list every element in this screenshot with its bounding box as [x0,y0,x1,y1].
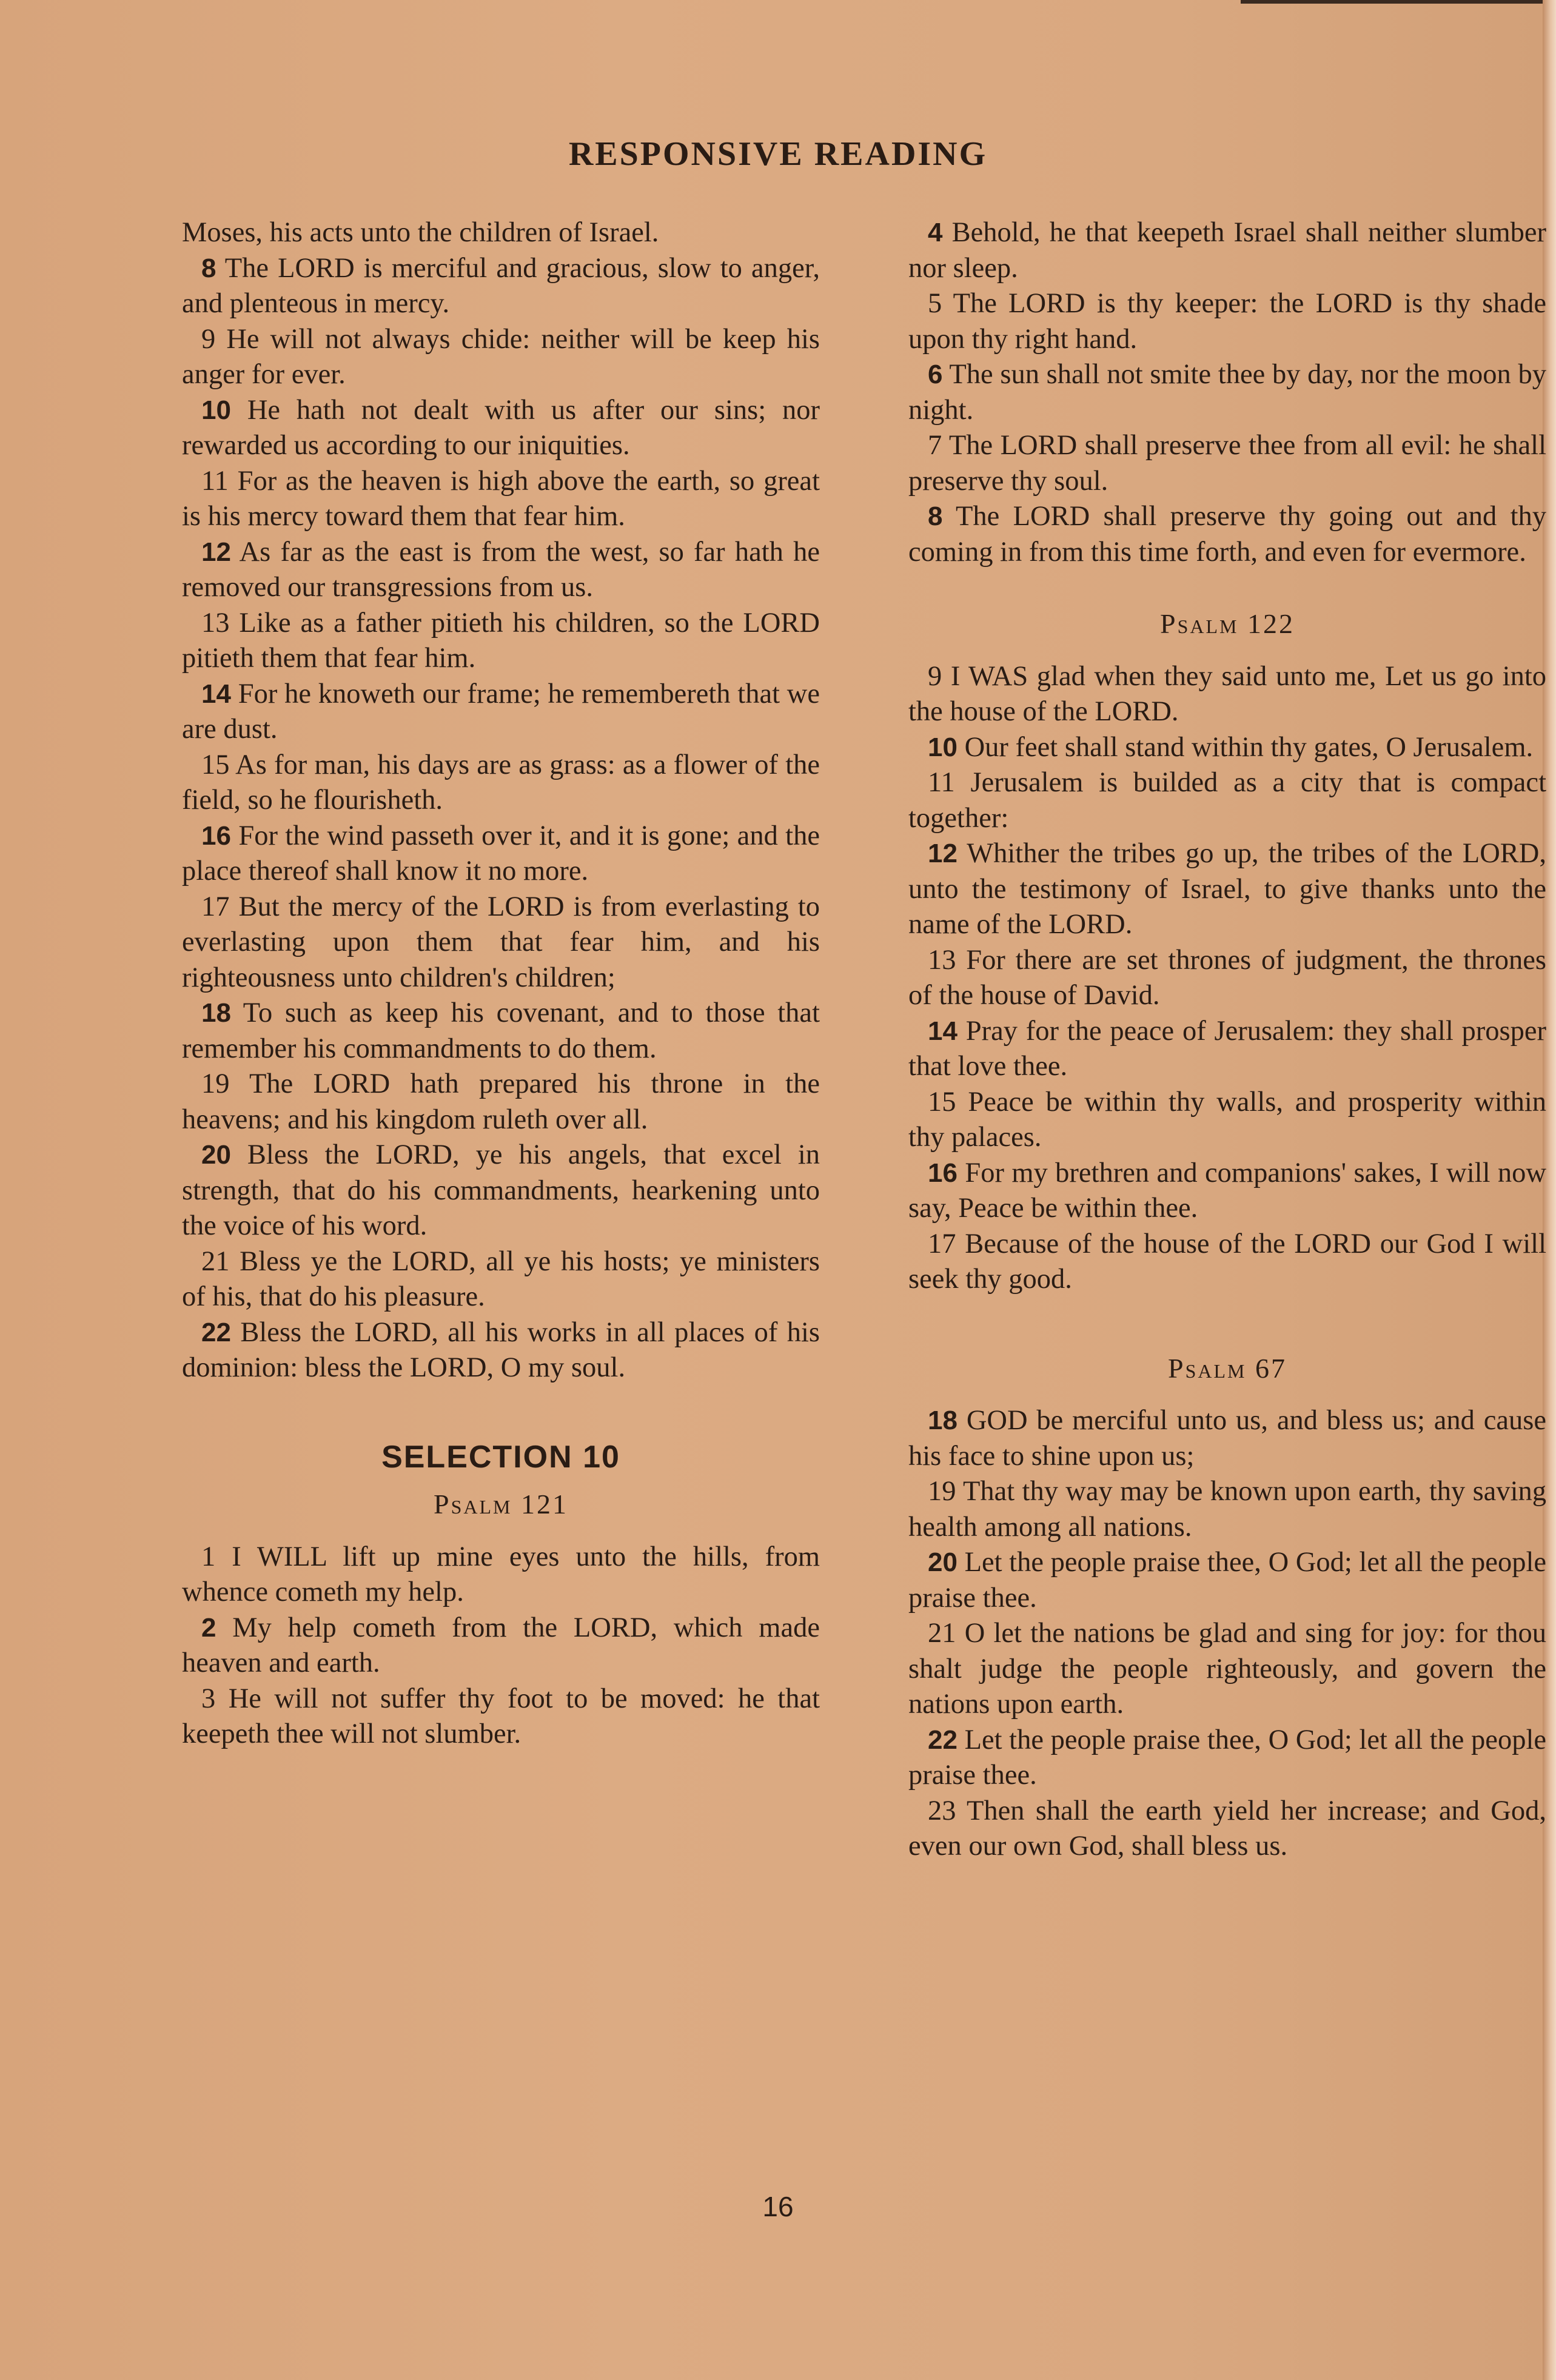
verse-122-11 [908,765,1546,836]
verse-number: 16 [201,820,231,851]
verse-number: 11 [928,767,955,798]
verse-number: 12 [928,839,957,868]
verse-17 [182,890,820,996]
verse-text: The LORD is thy keeper: the LORD is thy shade upon thy right hand. [908,288,1546,355]
verse-number: 21 [928,1618,956,1649]
verse-19 [182,1067,820,1138]
verse-20 [182,1138,820,1244]
verse-121-1 [182,1540,820,1611]
verse-9 [182,322,820,393]
verse-122-14 [908,1014,1546,1085]
verse-text: Because of the house of the LORD our God I will seek thy good. [908,1228,1546,1295]
verse-14 [182,677,820,748]
verse-text: For the wind passeth over it, and it is gone; and the place thereof shall know it no more. [182,820,820,887]
verse-121-2 [182,1611,820,1681]
verse-text: He hath not dealt with us after our sins; nor rewarded us according to our iniquities. [182,394,820,461]
verse-text: For my brethren and companions' sakes, I will now say, Peace be within thee. [908,1157,1546,1224]
verse-number: 14 [928,1016,957,1046]
verse-122-16 [908,1156,1546,1227]
verse-text: Bless the LORD, ye his angels, that excel in strength, that do his commandments, hearkening unto the voice of his word. [182,1139,820,1241]
verse-67-20 [908,1545,1546,1616]
verse-11 [182,464,820,535]
verse-18 [182,996,820,1067]
verse-text: Let the people praise thee, O God; let all the people praise thee. [908,1547,1547,1614]
psalm-heading-121: Psalm 121 [434,1489,568,1520]
verse-number: 4 [928,218,943,247]
verse-number: 19 [201,1068,230,1099]
verse-121-3 [182,1681,820,1752]
verse-number: 23 [928,1795,956,1826]
verse-text: Whither the tribes go up, the tribes of the LORD, unto the testimony of Israel, to give thanks unto the name of the LORD. [908,838,1546,940]
verse-text: To such as keep his covenant, and to those that remember his commandments to do them. [182,997,820,1064]
verse-number: 18 [928,1406,957,1435]
running-head: RESPONSIVE READING [568,135,988,173]
verse-number: 21 [201,1245,230,1277]
verse-number: 20 [928,1547,957,1577]
verse-67-22 [908,1723,1546,1794]
verse-text: Behold, he that keepeth Israel shall neither slumber nor sleep. [908,217,1546,284]
verse-number: 14 [201,679,231,709]
verse-text: For there are set thrones of judgment, the thrones of the house of David. [908,944,1546,1011]
verse-121-6 [908,357,1546,428]
verse-number: 13 [201,607,230,639]
verse-number: 10 [928,732,957,762]
verse-text: As for man, his days are as grass: as a flower of the field, so he flourisheth. [182,749,820,816]
verse-number: 1 [201,1541,216,1572]
verse-number: 9 [201,323,216,355]
verse-number: 17 [928,1228,956,1259]
verse-number: 6 [928,360,943,389]
verse-number: 8 [201,253,216,283]
verse-67-21 [908,1616,1546,1723]
verse-67-18 [908,1403,1546,1474]
verse-15 [182,748,820,819]
verse-number: 16 [928,1158,957,1188]
right-column [908,215,1546,1865]
verse-number: 17 [201,891,230,922]
verse-number: 12 [201,537,231,567]
verse-text: Then shall the earth yield her increase; and God, even our own God, shall bless us. [908,1795,1546,1862]
verse-number: 10 [201,395,231,425]
verse-122-9 [908,659,1546,730]
page-number: 16 [762,2191,794,2222]
top-edge-rule [1241,0,1556,4]
verse-text: The LORD is merciful and gracious, slow to anger, and plenteous in mercy. [182,252,820,319]
verse-text: Bless the LORD, all his works in all places of his dominion: bless the LORD, O my soul. [182,1316,820,1383]
verse-text: Like as a father pitieth his children, so the LORD pitieth them that fear him. [182,607,820,674]
verse-number: 5 [928,288,942,319]
verse-text: O let the nations be glad and sing for joy: for thou shalt judge the people righteously, and govern the nations upon earth. [908,1618,1546,1720]
verse-text: I WAS glad when they said unto me, Let us go into the house of the LORD. [908,660,1546,727]
verse-122-15 [908,1085,1546,1156]
verse-21 [182,1244,820,1315]
verse-text: For as the heaven is high above the earth, so great is his mercy toward them that fear him. [182,465,820,532]
verse-text: My help cometh from the LORD, which made heaven and earth. [182,1612,820,1678]
verse-121-7 [908,428,1546,499]
verse-text: The LORD shall preserve thee from all evil: he shall preserve thy soul. [908,430,1546,497]
verse-number: 20 [201,1140,231,1170]
verse-text: Jerusalem is builded as a city that is compact together: [908,767,1546,834]
verse-text: For he knoweth our frame; he remembereth that we are dust. [182,678,820,745]
verse-number: 22 [928,1725,957,1755]
verse-text: The LORD hath prepared his throne in the heavens; and his kingdom ruleth over all. [182,1068,820,1135]
verse-text: The sun shall not smite thee by day, nor the moon by night. [908,359,1546,426]
verse-number: 15 [201,749,230,780]
verse-text: He will not always chide: neither will be keep his anger for ever. [182,323,820,390]
verse-number: 3 [201,1683,216,1714]
psalm-heading-67: Psalm 67 [1168,1352,1287,1384]
verse-text: Let the people praise thee, O God; let all the people praise thee. [908,1724,1547,1791]
verse-text: Bless ye the LORD, all ye his hosts; ye ministers of his, that do his pleasure. [182,1245,820,1312]
verse-121-4 [908,215,1546,286]
verse-continuation: Moses, his acts unto the children of Israel. [182,217,659,248]
verse-text: Pray for the peace of Jerusalem: they shall prosper that love thee. [908,1015,1547,1082]
left-column [182,215,820,1752]
verse-number: 22 [201,1317,231,1347]
verse-8 [182,251,820,322]
verse-text: The LORD shall preserve thy going out and thy coming in from this time forth, and even for evermore. [908,501,1546,568]
verse-number: 15 [928,1086,956,1118]
verse-121-8 [908,499,1546,570]
verse-number: 18 [201,998,231,1028]
verse-122-12 [908,836,1546,943]
verse-text: That thy way may be known upon earth, thy saving health among all nations. [908,1476,1546,1543]
verse-22 [182,1315,820,1386]
selection-heading: SELECTION 10 [381,1439,620,1475]
verse-text: As far as the east is from the west, so far hath he removed our transgressions from us. [182,536,820,603]
verse-text: But the mercy of the LORD is from everlasting to everlasting upon them that fear him, and his righteousness unto children's children; [182,891,820,993]
verse-number: 19 [928,1476,956,1507]
verse-16 [182,819,820,890]
psalm-heading-122: Psalm 122 [1160,608,1295,639]
verse-121-5 [908,286,1546,357]
verse-number: 9 [928,660,942,692]
verse-122-10 [908,730,1546,766]
verse-67-23 [908,1794,1546,1865]
verse-number: 13 [928,944,956,976]
verse-text: Our feet shall stand within thy gates, O Jerusalem. [964,731,1534,763]
verse-text: He will not suffer thy foot to be moved: he that keepeth thee will not slumber. [182,1683,820,1749]
verse-number: 8 [928,501,943,531]
verse-text: Peace be within thy walls, and prosperity within thy palaces. [908,1086,1546,1153]
verse-122-13 [908,943,1546,1014]
verse-number: 7 [928,430,942,461]
verse-text: GOD be merciful unto us, and bless us; and cause his face to shine upon us; [908,1405,1547,1472]
verse-number: 11 [201,465,229,497]
verse-12 [182,535,820,606]
verse-13 [182,606,820,677]
verse-text: I WILL lift up mine eyes unto the hills, from whence cometh my help. [182,1541,820,1607]
verse-122-17 [908,1227,1546,1298]
verse-10 [182,393,820,464]
verse-number: 2 [201,1612,216,1643]
verse-67-19 [908,1474,1546,1545]
